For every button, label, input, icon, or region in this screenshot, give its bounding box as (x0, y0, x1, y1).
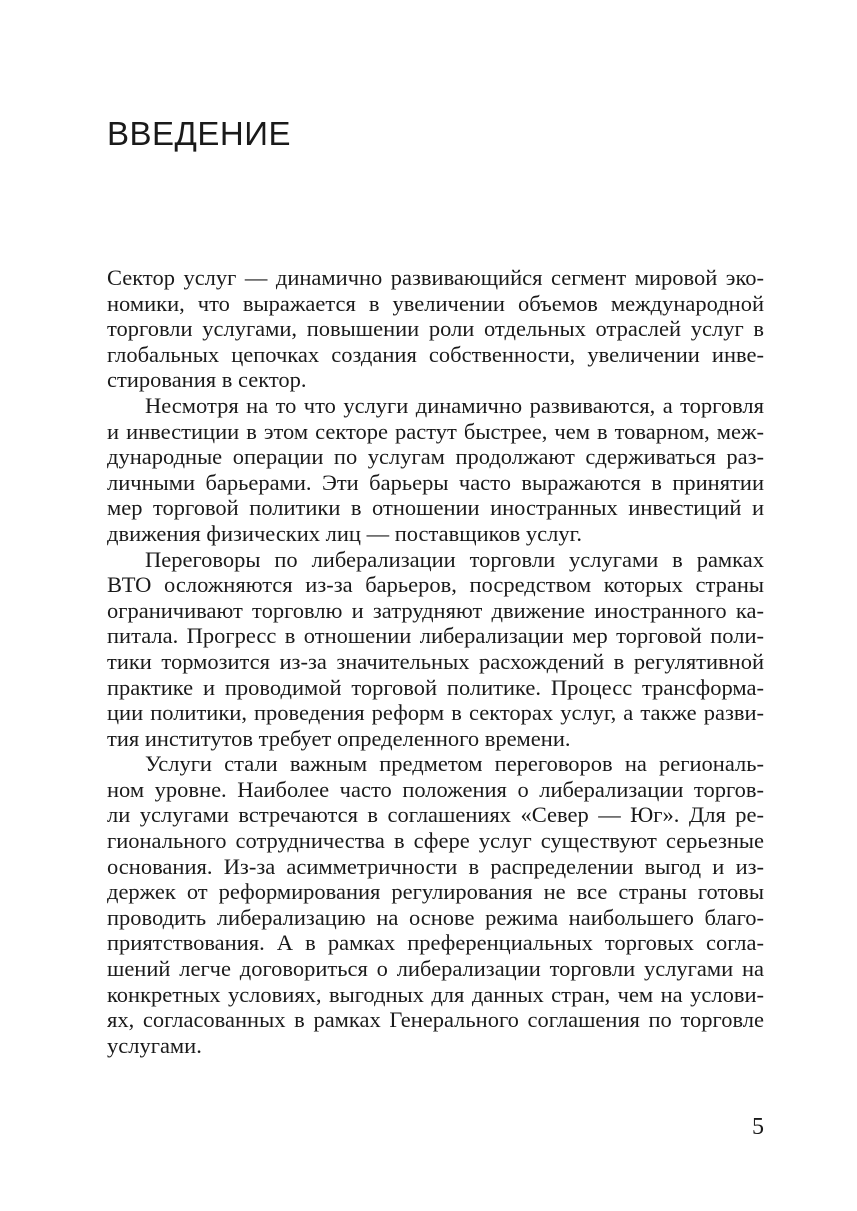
text-line: торговли услугами, повышении роли отдельных отраслей услуг в (107, 316, 764, 342)
text-line: номики, что выражается в увеличении объемов международной (107, 290, 764, 316)
text-line: Несмотря на то что услуги динамично развиваются, а торговля (145, 392, 764, 418)
text-line: ограничивают торговлю и затрудняют движение иностранного ка- (107, 597, 764, 623)
page-number: 5 (752, 1114, 764, 1140)
text-line: конкретных условиях, выгодных для данных стран, чем на услови- (107, 981, 764, 1007)
text-line: движения физических лиц — поставщиков услуг. (107, 520, 582, 546)
text-line: ли услугами встречаются в соглашениях «Север — Юг». Для ре- (107, 802, 764, 828)
text-line: глобальных цепочках создания собственности, увеличении инве- (107, 341, 764, 367)
text-line: проводить либерализацию на основе режима наибольшего благо- (107, 904, 764, 930)
text-line: основания. Из-за асимметричности в распределении выгод и из- (107, 853, 764, 879)
text-line: ции политики, проведения реформ в секторах услуг, а также разви- (107, 700, 764, 726)
text-line: Сектор услуг — динамично развивающийся сегмент мировой эко- (107, 265, 764, 290)
text-line: Услуги стали важным предметом переговоров на региональ- (145, 751, 764, 777)
page-title: ВВЕДЕНИЕ (107, 115, 291, 152)
body-text (107, 265, 764, 1058)
text-line: услугами. (107, 1032, 202, 1058)
text-line: Переговоры по либерализации торговли услугами в рамках (145, 546, 764, 572)
text-line: держек от реформирования регулирования не все страны готовы (107, 879, 764, 905)
text-line: ях, согласованных в рамках Генерального соглашения по торговле (107, 1007, 764, 1033)
paragraph (107, 265, 764, 393)
text-line: приятствования. А в рамках преференциальных торговых согла- (107, 930, 764, 956)
text-line: личными барьерами. Эти барьеры часто выражаются в принятии (107, 469, 764, 495)
paragraph (107, 751, 764, 1058)
text-line: ВТО осложняются из-за барьеров, посредством которых страны (107, 572, 764, 598)
text-line: тики тормозится из-за значительных расхождений в регулятивной (107, 648, 764, 674)
text-line: практике и проводимой торговой политике. Процесс трансформа- (107, 674, 764, 700)
text-line: дународные операции по услугам продолжают сдерживаться раз- (107, 444, 764, 470)
text-line: гионального сотрудничества в сфере услуг существуют серьезные (107, 828, 764, 854)
text-line: мер торговой политики в отношении иностранных инвестиций и (107, 495, 764, 521)
text-line: ном уровне. Наиболее часто положения о либерализации торгов- (107, 776, 764, 802)
text-line: питала. Прогресс в отношении либерализации мер торговой поли- (107, 623, 764, 649)
text-line: шений легче договориться о либерализации торговли услугами на (107, 956, 764, 982)
paragraph (107, 547, 764, 752)
text-line: стирования в сектор. (107, 367, 307, 393)
text-line: тия институтов требует определенного времени. (107, 725, 571, 751)
text-line: и инвестиции в этом секторе растут быстрее, чем в товарном, меж- (107, 418, 764, 444)
paragraph (107, 393, 764, 547)
